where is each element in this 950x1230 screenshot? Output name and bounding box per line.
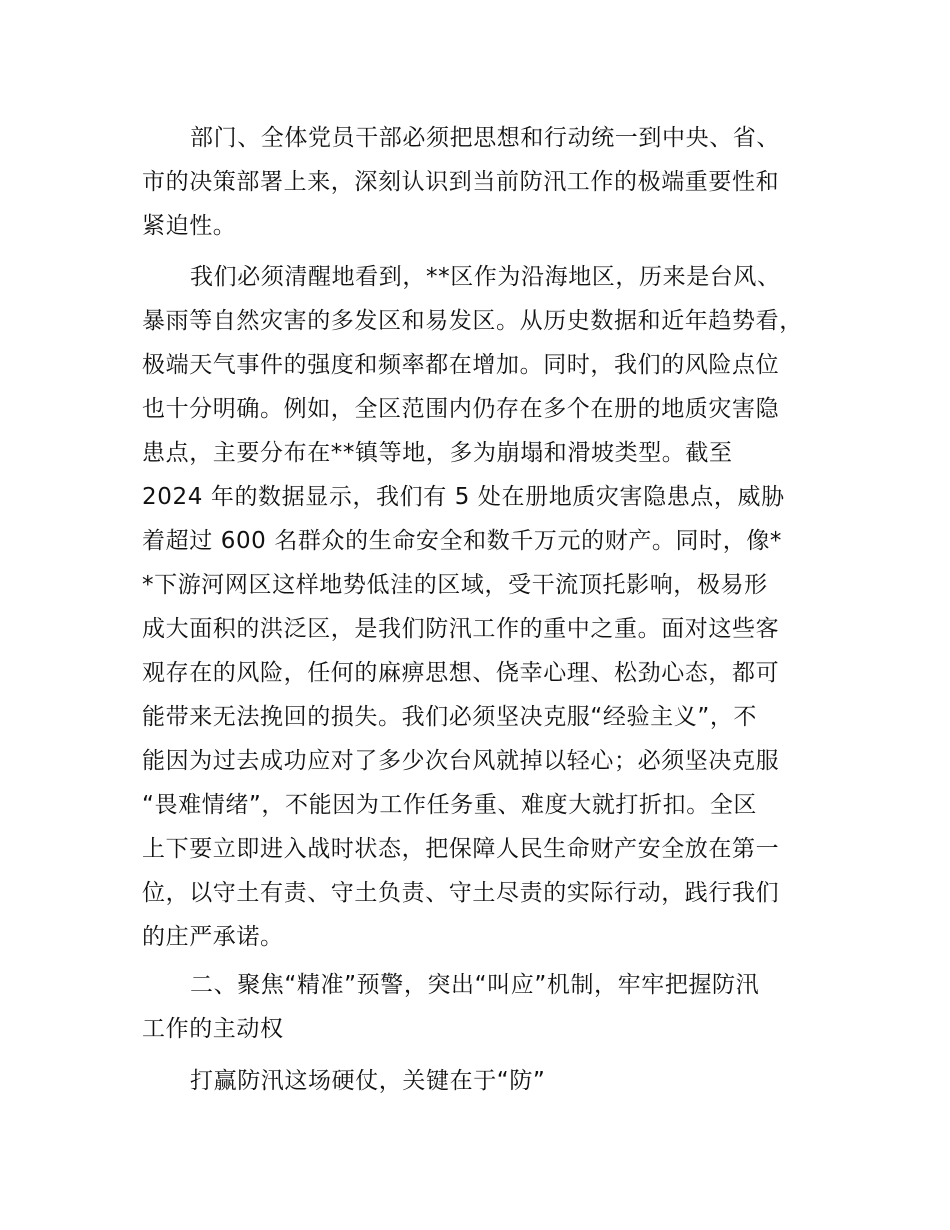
paragraph-2-line-5: 患点，主要分布在**镇等地，多为崩塌和滑坡类型。截至 (142, 440, 733, 466)
paragraph-2-line-2: 暴雨等自然灾害的多发区和易发区。从历史数据和近年趋势看， (142, 308, 803, 334)
paragraph-2-line-12: 能因为过去成功应对了多少次台风就掉以轻心；必须坚决克服 (142, 748, 780, 774)
section-heading-line-1: 二、聚焦“精准”预警，突出“叫应”机制，牢牢把握防汛 (190, 972, 760, 998)
paragraph-2-line-14: 上下要立即进入战时状态，把保障人民生命财产安全放在第一 (142, 836, 780, 862)
paragraph-2-line-16: 的庄严承诺。 (142, 924, 284, 950)
paragraph-2-line-13: “畏难情绪”，不能因为工作任务重、难度大就打折扣。全区 (142, 792, 758, 818)
paragraph-1-line-2: 市的决策部署上来，深刻认识到当前防汛工作的极端重要性和 (142, 169, 780, 195)
paragraph-2-line-7: 着超过 600 名群众的生命安全和数千万元的财产。同时，像* (142, 528, 783, 554)
paragraph-2-line-10: 观存在的风险，任何的麻痹思想、侥幸心理、松劲心态，都可 (142, 660, 780, 686)
paragraph-2-line-9: 成大面积的洪泛区，是我们防汛工作的重中之重。面对这些客 (142, 616, 780, 642)
paragraph-1-line-1: 部门、全体党员干部必须把思想和行动统一到中央、省、 (190, 125, 780, 151)
paragraph-2-line-1: 我们必须清醒地看到，**区作为沿海地区，历来是台风、 (190, 264, 781, 290)
paragraph-2-line-4: 也十分明确。例如，全区范围内仍存在多个在册的地质灾害隐 (142, 396, 780, 422)
paragraph-2-line-15: 位，以守土有责、守土负责、守土尽责的实际行动，践行我们 (142, 880, 780, 906)
paragraph-1-line-3: 紧迫性。 (142, 213, 237, 239)
paragraph-2-line-11: 能带来无法挽回的损失。我们必须坚决克服“经验主义”，不 (142, 704, 758, 730)
paragraph-2-line-6: 2024 年的数据显示，我们有 5 处在册地质灾害隐患点，威胁 (142, 484, 785, 510)
section-heading-line-2: 工作的主动权 (142, 1016, 284, 1042)
paragraph-3-line-1: 打赢防汛这场硬仗，关键在于“防” (190, 1068, 546, 1094)
paragraph-2-line-3: 极端天气事件的强度和频率都在增加。同时，我们的风险点位 (142, 352, 780, 378)
paragraph-2-line-8: *下游河网区这样地势低洼的区域，受干流顶托影响，极易形 (142, 572, 768, 598)
